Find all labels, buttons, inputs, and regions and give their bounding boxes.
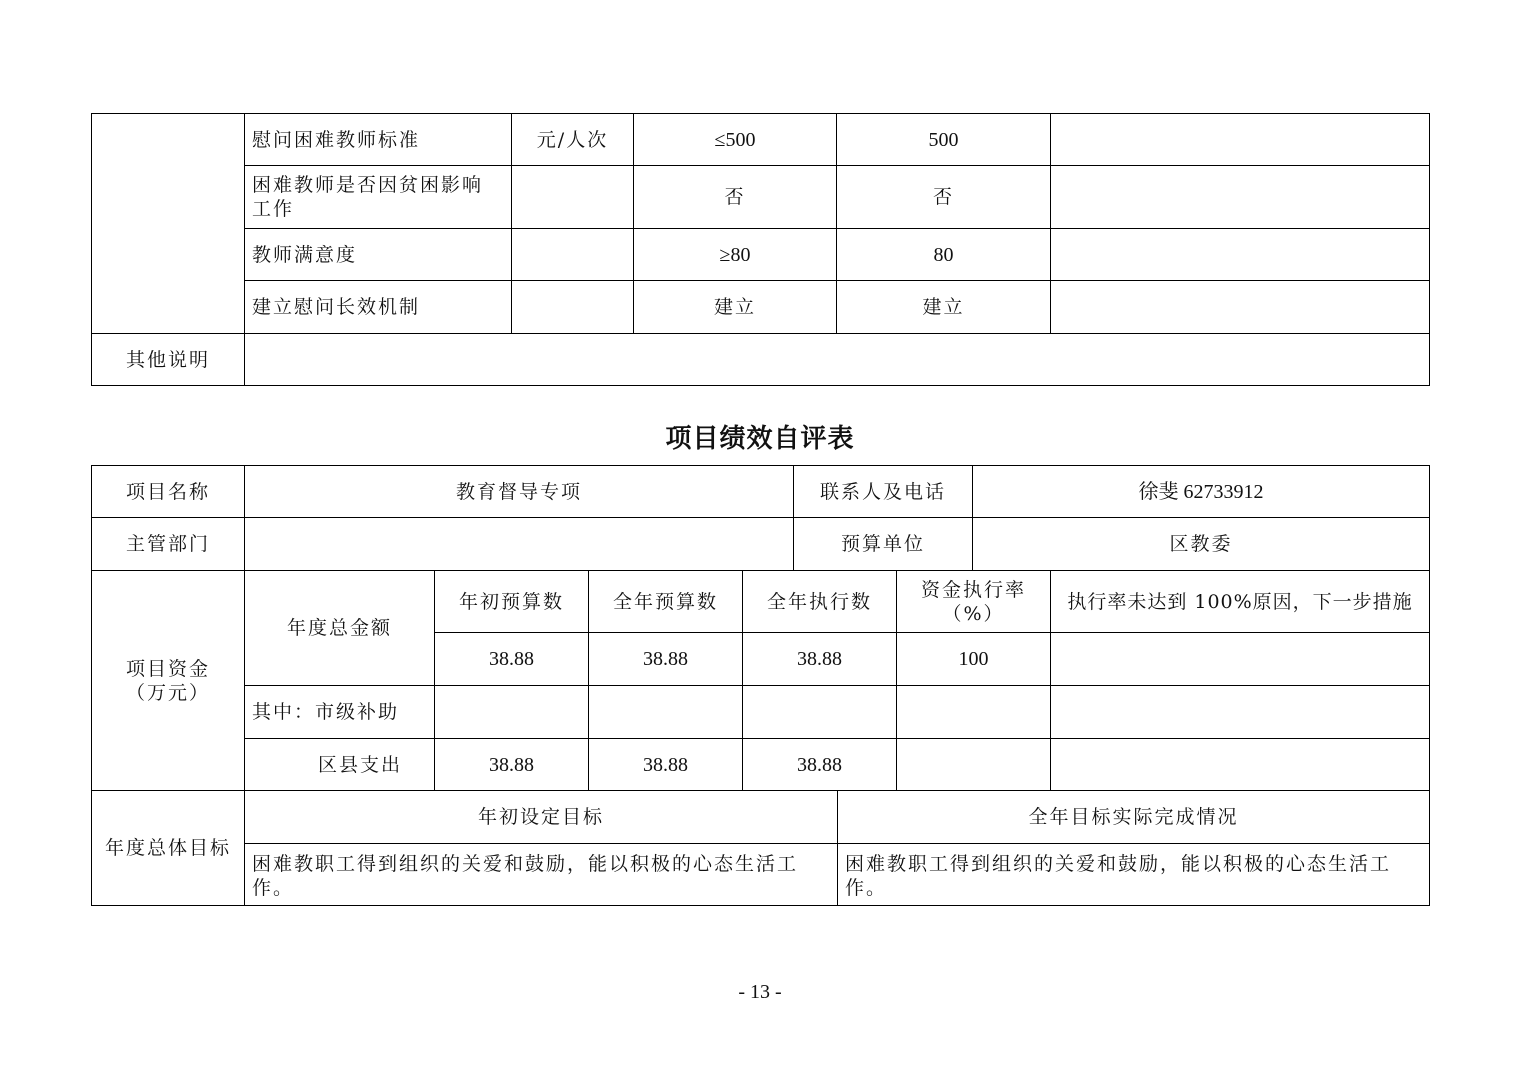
budget-unit-value: 区教委	[1169, 533, 1233, 555]
annual-total-label: 年度总金额	[286, 617, 392, 639]
dept-value	[245, 518, 793, 570]
col-header: 资金执行率 （%）	[920, 578, 1026, 625]
contact-label: 联系人及电话	[819, 480, 946, 503]
goal-done-header: 全年目标实际完成情况	[1028, 806, 1239, 828]
other-notes-value	[245, 334, 1429, 385]
indicator-cell: 建立慰问长效机制	[252, 296, 421, 318]
indicator-cell: 困难教师是否因贫困影响工作	[252, 174, 484, 220]
form-title: 项目绩效自评表	[665, 424, 855, 454]
col-header: 年初预算数	[458, 590, 564, 613]
city-subsidy-cell	[897, 686, 1050, 738]
district-expense-cell	[1051, 739, 1429, 790]
actual-cell: 建立	[922, 296, 965, 318]
indicator-cell: 慰问困难教师标准	[252, 128, 421, 151]
district-expense-cell	[897, 739, 1050, 790]
budget-unit-label: 预算单位	[840, 533, 925, 555]
unit-cell	[512, 281, 633, 333]
actual-cell: 否	[932, 186, 954, 208]
annual-total-cell: 38.88	[797, 648, 842, 670]
funds-label: 项目资金 （万元）	[125, 657, 210, 704]
note-cell	[1051, 166, 1429, 228]
district-expense-label: 区县支出	[317, 753, 402, 776]
city-subsidy-cell	[1051, 686, 1429, 738]
annual-goal-label: 年度总体目标	[104, 837, 231, 859]
district-expense-cell: 38.88	[489, 753, 534, 776]
goal-done-text: 困难教职工得到组织的关爱和鼓励，能以积极的心态生活工作。	[845, 853, 1392, 899]
dept-label: 主管部门	[125, 533, 210, 555]
target-cell: ≤500	[714, 128, 756, 151]
unit-cell	[512, 229, 633, 280]
goal-set-text: 困难教职工得到组织的关爱和鼓励，能以积极的心态生活工作。	[252, 853, 799, 899]
col-header: 全年预算数	[612, 590, 718, 613]
city-subsidy-cell	[435, 686, 588, 738]
contact-value: 徐斐 62733912	[1138, 480, 1264, 503]
target-cell: 建立	[713, 296, 756, 318]
target-cell: 否	[724, 186, 746, 208]
note-cell	[1051, 229, 1429, 280]
page-number: - 13 -	[738, 981, 782, 1003]
unit-cell: 元/人次	[536, 128, 609, 151]
project-name-label: 项目名称	[125, 480, 210, 503]
col-header: 执行率未达到 100%原因，下一步措施	[1067, 590, 1413, 613]
note-cell	[1051, 281, 1429, 333]
city-subsidy-label: 其中：市级补助	[252, 701, 400, 723]
annual-total-cell	[1051, 633, 1429, 685]
annual-total-cell: 38.88	[489, 648, 534, 670]
actual-cell: 80	[933, 243, 954, 266]
actual-cell: 500	[928, 128, 959, 151]
note-cell	[1051, 114, 1429, 165]
project-name-value: 教育督导专项	[455, 480, 582, 503]
city-subsidy-cell	[589, 686, 742, 738]
goal-set-header: 年初设定目标	[477, 806, 604, 828]
city-subsidy-cell	[743, 686, 896, 738]
district-expense-cell: 38.88	[643, 753, 688, 776]
district-expense-cell: 38.88	[797, 753, 842, 776]
indicator-cell: 教师满意度	[252, 243, 358, 266]
col-header: 全年执行数	[766, 590, 872, 613]
annual-total-cell: 38.88	[643, 648, 688, 670]
annual-total-cell: 100	[958, 648, 989, 670]
other-notes-label: 其他说明	[125, 348, 210, 371]
unit-cell	[512, 166, 633, 228]
target-cell: ≥80	[719, 243, 751, 266]
